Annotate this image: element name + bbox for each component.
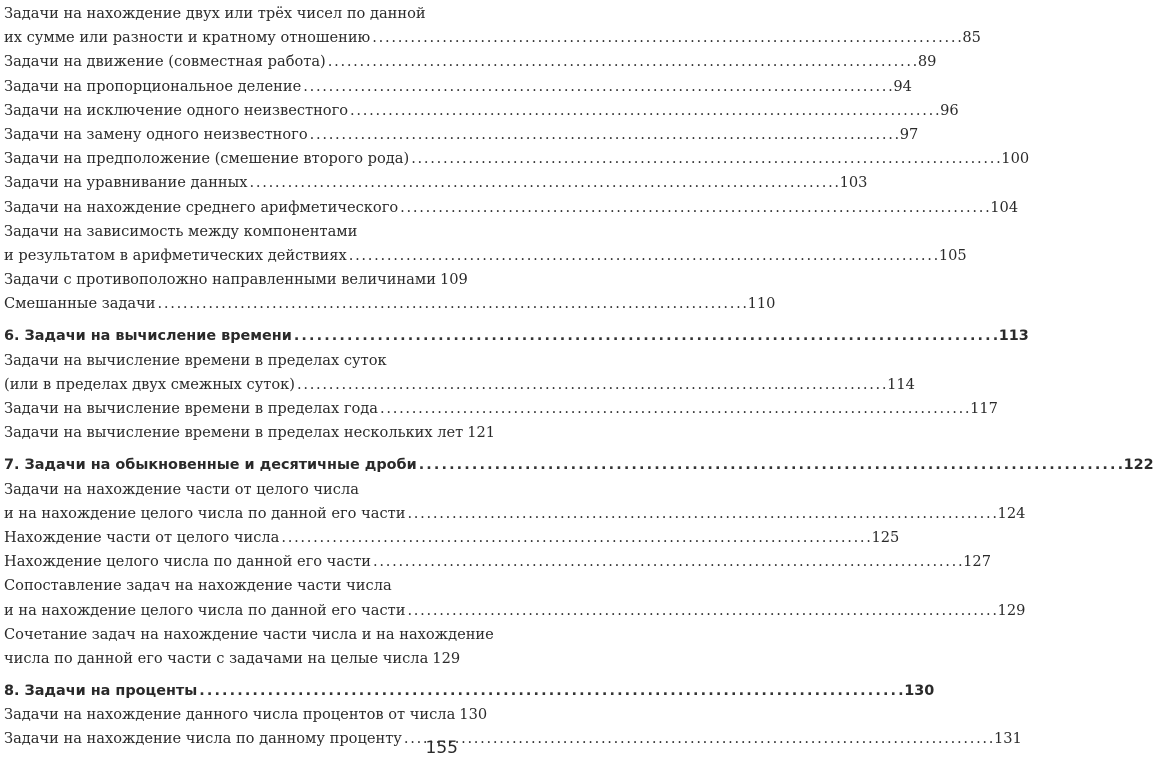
toc-entry-page: 85 bbox=[962, 29, 981, 47]
toc-entry-title: Задачи на движение (совместная работа) bbox=[4, 53, 326, 71]
dot-leader bbox=[380, 397, 968, 421]
toc-entry-page: 121 bbox=[467, 424, 496, 442]
toc-entry-title: (или в пределах двух смежных суток) bbox=[4, 375, 295, 393]
toc-entry[interactable] bbox=[4, 196, 1019, 220]
toc-entry-page: 127 bbox=[963, 553, 991, 571]
dot-leader bbox=[250, 171, 838, 195]
toc-entry-page: 109 bbox=[439, 271, 468, 289]
dot-leader bbox=[158, 292, 746, 316]
dot-leader bbox=[303, 75, 891, 99]
toc-section-heading[interactable] bbox=[4, 453, 1154, 477]
toc-block-misc-problems bbox=[4, 2, 1030, 316]
dot-leader bbox=[350, 99, 938, 123]
toc-entry-page: 131 bbox=[993, 730, 1022, 748]
toc-entry-title: Нахождение целого числа по данной его части bbox=[4, 553, 372, 571]
toc-entry-page: 129 bbox=[432, 649, 461, 667]
dot-leader bbox=[294, 324, 997, 348]
toc-entry bbox=[4, 349, 460, 373]
section-page: 122 bbox=[1123, 457, 1154, 474]
toc-entry[interactable] bbox=[4, 599, 1026, 623]
toc-entry-page: 110 bbox=[747, 295, 776, 313]
section-page: 130 bbox=[904, 683, 935, 700]
toc-entry[interactable] bbox=[4, 268, 468, 292]
toc-entry[interactable] bbox=[4, 123, 919, 147]
toc-entry-title: Задачи на зависимость между компонентами bbox=[4, 222, 358, 240]
toc-entry[interactable] bbox=[4, 502, 1026, 526]
toc-entry-title: Задачи на исключение одного неизвестного bbox=[4, 101, 349, 119]
dot-leader bbox=[407, 599, 995, 623]
toc-entry-title: Задачи на вычисление времени в пределах года bbox=[4, 400, 378, 417]
toc-entry-title: и результатом в арифметических действиях bbox=[4, 246, 347, 264]
toc-entry-page: 125 bbox=[871, 528, 900, 546]
toc-entry-title: Сопоставление задач на нахождение части числа bbox=[4, 577, 392, 595]
toc-entry-page: 129 bbox=[997, 601, 1026, 619]
toc-entry-title: Задачи на нахождение части от целого числа bbox=[4, 480, 359, 498]
dot-leader bbox=[404, 727, 992, 751]
toc-entry-title: Задачи на вычисление времени в пределах нескольких лет bbox=[4, 424, 464, 442]
toc-entry[interactable] bbox=[4, 99, 959, 123]
toc-entry[interactable] bbox=[4, 244, 967, 268]
section-title: 6. Задачи на вычисление времени bbox=[4, 328, 292, 345]
toc-entry-page: 94 bbox=[893, 77, 912, 95]
toc-entry[interactable] bbox=[4, 647, 460, 671]
toc-entry-title: Задачи на пропорциональное деление bbox=[4, 77, 302, 95]
toc-entry-page: 117 bbox=[970, 400, 998, 417]
toc-entry bbox=[4, 220, 460, 244]
dot-leader bbox=[328, 50, 916, 74]
toc-entry-page: 96 bbox=[940, 101, 959, 119]
section-title: 7. Задачи на обыкновенные и десятичные дроби bbox=[4, 457, 417, 474]
toc-entry[interactable] bbox=[4, 147, 1030, 171]
toc-entry-title: и на нахождение целого числа по данной его части bbox=[4, 601, 406, 619]
toc-section-heading[interactable] bbox=[4, 324, 1029, 348]
toc-entry-title: Задачи на уравнивание данных bbox=[4, 174, 248, 192]
toc-entry-title: Задачи с противоположно направленными величинами bbox=[4, 271, 436, 289]
section-page: 113 bbox=[998, 328, 1029, 345]
toc-entry-title: Задачи на нахождение числа по данному проценту bbox=[4, 730, 402, 748]
toc-entry[interactable] bbox=[4, 421, 496, 445]
dot-leader bbox=[400, 196, 988, 220]
toc-entry-title: Смешанные задачи bbox=[4, 295, 156, 313]
toc-block-fraction-problems bbox=[4, 478, 1026, 672]
dot-leader bbox=[349, 244, 937, 268]
toc-entry-page: 97 bbox=[899, 125, 919, 143]
dot-leader bbox=[372, 26, 960, 50]
toc-entry bbox=[4, 478, 460, 502]
toc-entry[interactable] bbox=[4, 292, 776, 316]
dot-leader bbox=[373, 550, 961, 574]
toc-entry-title: их сумме или разности и кратному отношению bbox=[4, 29, 371, 47]
toc-entry[interactable] bbox=[4, 526, 900, 550]
toc-entry-title: числа по данной его части с задачами на целые числа bbox=[4, 649, 429, 667]
toc-block-time-problems bbox=[4, 349, 998, 446]
toc-entry[interactable] bbox=[4, 171, 868, 195]
toc-entry-title: Нахождение части от целого числа bbox=[4, 528, 280, 546]
section-gap bbox=[4, 316, 460, 324]
dot-leader bbox=[199, 679, 902, 703]
page-number: 155 bbox=[425, 738, 458, 758]
toc-entry-page: 104 bbox=[990, 198, 1019, 216]
toc-entry bbox=[4, 2, 460, 26]
toc-entry[interactable] bbox=[4, 550, 991, 574]
toc-entry-title: Задачи на замену одного неизвестного bbox=[4, 125, 308, 143]
toc-entry-title: и на нахождение целого числа по данной его части bbox=[4, 504, 406, 522]
toc-entry[interactable] bbox=[4, 727, 1022, 751]
toc-entry bbox=[4, 574, 460, 598]
dot-leader bbox=[310, 123, 898, 147]
toc-entry-page: 124 bbox=[997, 504, 1026, 522]
toc-entry-title: Задачи на предположение (смешение второго рода) bbox=[4, 150, 410, 168]
toc-entry-page: 100 bbox=[1001, 150, 1030, 168]
toc-entry[interactable] bbox=[4, 26, 981, 50]
table-of-contents bbox=[4, 2, 1154, 752]
dot-leader bbox=[281, 526, 869, 550]
toc-entry-title: Задачи на нахождение двух или трёх чисел по данной bbox=[4, 5, 426, 22]
toc-entry-page: 114 bbox=[887, 375, 915, 393]
toc-entry-title: Задачи на вычисление времени в пределах суток bbox=[4, 351, 387, 369]
section-title: 8. Задачи на проценты bbox=[4, 683, 198, 700]
toc-entry-page: 130 bbox=[459, 706, 488, 724]
dot-leader bbox=[411, 147, 999, 171]
dot-leader bbox=[297, 373, 885, 397]
toc-section-heading[interactable] bbox=[4, 679, 935, 703]
toc-entry-title: Сочетание задач на нахождение части числа и на нахождение bbox=[4, 625, 494, 643]
toc-entry[interactable] bbox=[4, 703, 488, 727]
toc-entry[interactable] bbox=[4, 50, 937, 74]
dot-leader bbox=[407, 502, 995, 526]
toc-entry-title: Задачи на нахождение данного числа процентов от числа bbox=[4, 706, 456, 724]
toc-entry-page: 103 bbox=[839, 174, 868, 192]
dot-leader bbox=[419, 453, 1122, 477]
toc-entry[interactable] bbox=[4, 373, 915, 397]
toc-entry[interactable] bbox=[4, 397, 998, 421]
section-gap bbox=[4, 671, 460, 679]
toc-entry[interactable] bbox=[4, 75, 912, 99]
toc-entry-page: 105 bbox=[938, 246, 967, 264]
toc-entry-page: 89 bbox=[917, 53, 937, 71]
toc-entry bbox=[4, 623, 494, 647]
toc-block-percent-problems bbox=[4, 703, 1022, 751]
toc-entry-title: Задачи на нахождение среднего арифметического bbox=[4, 198, 399, 216]
section-gap bbox=[4, 445, 460, 453]
